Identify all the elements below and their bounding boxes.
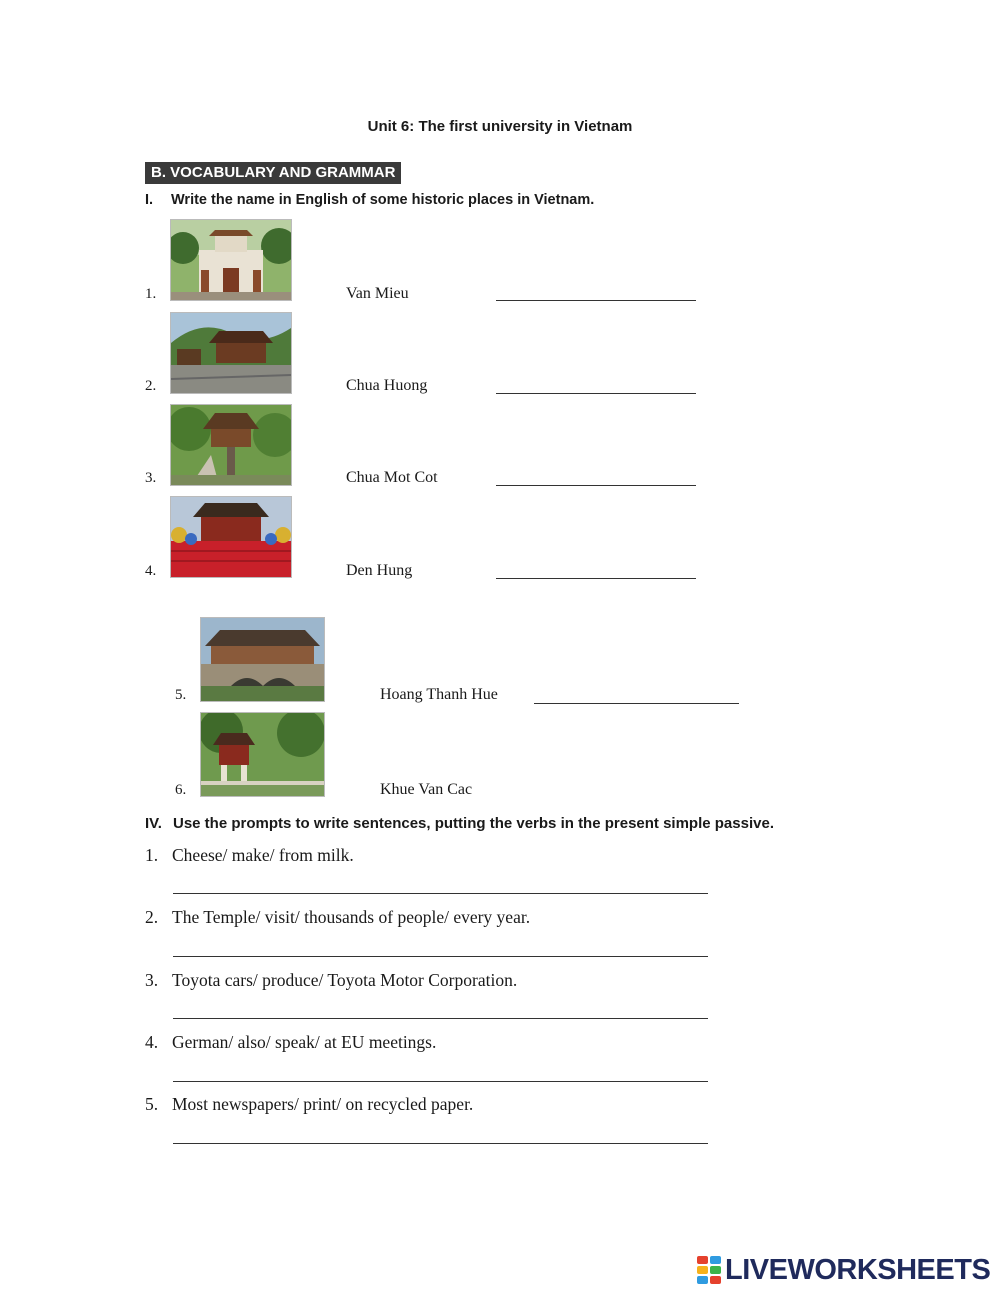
part1-roman: I.: [145, 192, 154, 208]
answer-blank-2[interactable]: [496, 393, 696, 394]
answer-line-5[interactable]: [173, 1143, 708, 1144]
prompt-number: 1.: [145, 845, 159, 865]
answer-line-2[interactable]: [173, 956, 708, 957]
answer-line-3[interactable]: [173, 1018, 708, 1019]
den-hung-photo: [170, 496, 292, 578]
answer-blank-3[interactable]: [496, 485, 696, 486]
item-number: 6.: [175, 782, 187, 798]
prompt-text: The Temple/ visit/ thousands of people/ every year.: [172, 907, 531, 927]
place-name: Chua Huong: [346, 377, 428, 394]
section-banner: B. VOCABULARY AND GRAMMAR: [145, 162, 401, 184]
place-name: Hoang Thanh Hue: [380, 686, 498, 703]
place-name: Van Mieu: [346, 285, 409, 302]
khue-van-cac-photo: [200, 712, 325, 797]
chua-huong-photo: [170, 312, 292, 394]
item-number: 2.: [145, 378, 157, 394]
prompt-number: 5.: [145, 1094, 159, 1114]
prompt-number: 3.: [145, 970, 159, 990]
logo-text: LIVEWORKSHEETS: [725, 1253, 991, 1286]
place-name: Khue Van Cac: [380, 781, 473, 798]
part4-instruction: Use the prompts to write sentences, putting the verbs in the present simple passive.: [173, 815, 774, 832]
answer-line-4[interactable]: [173, 1081, 708, 1082]
item-number: 4.: [145, 563, 157, 579]
prompt-text: German/ also/ speak/ at EU meetings.: [172, 1032, 437, 1052]
prompt-text: Toyota cars/ produce/ Toyota Motor Corporation.: [172, 970, 518, 990]
answer-blank-1[interactable]: [496, 300, 696, 301]
answer-blank-5[interactable]: [534, 703, 739, 704]
prompt-number: 2.: [145, 907, 159, 927]
logo-mark-icon: [697, 1256, 721, 1284]
prompt-text: Cheese/ make/ from milk.: [172, 845, 354, 865]
item-number: 1.: [145, 286, 157, 302]
answer-line-1[interactable]: [173, 893, 708, 894]
part4-roman: IV.: [145, 815, 162, 832]
answer-blank-4[interactable]: [496, 578, 696, 579]
part1-instruction: Write the name in English of some historic places in Vietnam.: [171, 192, 595, 208]
item-number: 5.: [175, 687, 187, 703]
chua-mot-cot-photo: [170, 404, 292, 486]
liveworksheets-logo: [697, 1253, 990, 1287]
van-mieu-photo: [170, 219, 292, 301]
prompt-text: Most newspapers/ print/ on recycled paper.: [172, 1094, 474, 1114]
item-number: 3.: [145, 470, 157, 486]
hoang-thanh-hue-photo: [200, 617, 325, 702]
prompt-number: 4.: [145, 1032, 159, 1052]
worksheet-title: Unit 6: The first university in Vietnam: [367, 118, 633, 135]
place-name: Den Hung: [346, 562, 413, 579]
place-name: Chua Mot Cot: [346, 469, 438, 486]
